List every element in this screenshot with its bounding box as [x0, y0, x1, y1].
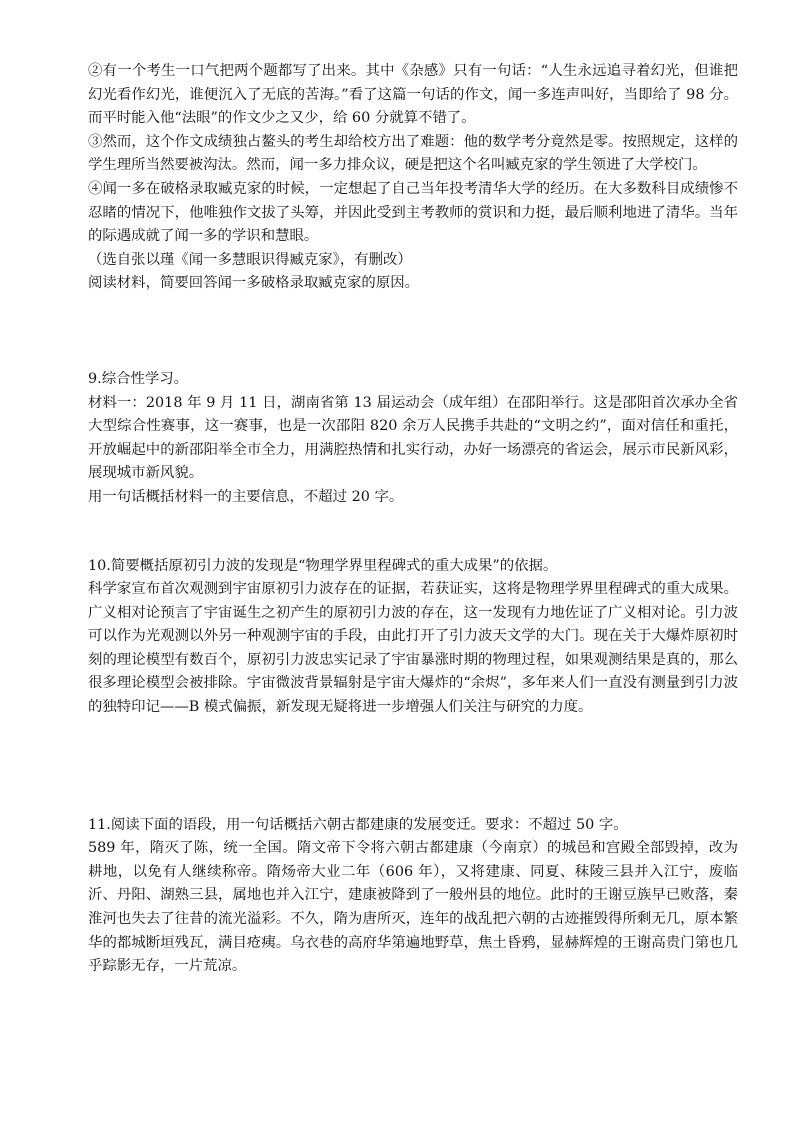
q8-paragraph-4: ④闻一多在破格录取臧克家的时候，一定想起了自己当年投考清华大学的经历。在大多数科目成绩惨不忍睹的情况下，他唯独作文拔了头筹，并因此受到主考教师的赏识和力挺，最后顺利地进了清华。当年的际遇成就了闻一多的学识和慧眼。 [88, 180, 738, 245]
q9-question: 用一句话概括材料一的主要信息，不超过 20 字。 [88, 488, 404, 505]
answer-space [88, 720, 738, 814]
answer-space [88, 510, 738, 555]
q9-material: 材料一：2018 年 9 月 11 日，湖南省第 13 届运动会（成年组）在邵阳举行。这是邵阳首次承办全省大型综合性赛事，这一赛事，也是一次邵阳 820 余万人民携手共赴的“文明之约”，面对信任和重托，开放崛起中的新邵阳举全市全力，用满腔热情和扎实行动，办好一场漂亮的省运会，展示市民新风彩，展现城市新风貌。 [88, 394, 738, 482]
q8-paragraph-3: ③然而，这个作文成绩独占鳌头的考生却给校方出了难题：他的数学考分竟然是零。按照规定，这样的学生理所当然要被沟汰。然而，闻一多力排众议，硬是把这个名叫臧克家的学生领进了大学校门。 [88, 133, 738, 174]
q8-source: （选自张以瑾《闻一多慧眼识得臧克家》，有删改） [88, 251, 412, 268]
document-page [88, 60, 738, 979]
q8-question: 阅读材料，简要回答闻一多破格录取臧克家的原因。 [88, 275, 419, 292]
q9-title: 9.综合性学习。 [88, 370, 189, 387]
q10-title: 10.简要概括原初引力波的发现是“物理学界里程碑式的重大成果”的依据。 [88, 557, 558, 574]
q10-text: 科学家宣布首次观测到宇宙原初引力波存在的证据，若获证实，这将是物理学界里程碑式的重大成果。广义相对论预言了宇宙诞生之初产生的原初引力波的存在，这一发现有力地佐证了广义相对论。引力波可以作为光观测以外另一种观测宇宙的手段，由此打开了引力波天文学的大门。现在关于大爆炸原初时刻的理论模型有数百个，原初引力波忠实记录了宇宙暴涨时期的物理过程，如果观测结果是真的，那么很多理论模型会被排除。宇宙微波背景辐射是宇宙大爆炸的“余烬”，多年来人们一直没有测量到引力波的独特印记——B 模式偏振，新发现无疑将进一步增强人们关注与研究的力度。 [88, 581, 738, 716]
answer-space [88, 296, 738, 368]
q11-title: 11.阅读下面的语段，用一句话概括六朝古都建康的发展变迁。要求：不超过 50 字。 [88, 816, 628, 833]
q8-paragraph-2: ②有一个考生一口气把两个题都写了出来。其中《杂感》只有一句话：“人生永远追寻着幻光，但谁把幻光看作幻光，谁便沉入了无底的苦海。”看了这篇一句话的作文，闻一多连声叫好，当即给了 98 分。而平时能入他“法眼”的作文少之又少，给 60 分就算不错了。 [88, 63, 738, 127]
q11-text: 589 年，隋灭了陈，统一全国。隋文帝下令将六朝古都建康（今南京）的城邑和宫殿全部毁掉，改为耕地，以免有人继续称帝。隋炀帝大业二年（606 年），又将建康、同夏、秣陵三县并入江宁，废临沂、丹阳、湖熟三县，属地也并入江宁，建康被降到了一般州县的地位。此时的王谢豆族早已败落，秦淮河也失去了往昔的流光溢彩。不久，隋为唐所灭，连年的战乱把六朝的古迹摧毁得所剩无几，原本繁华的都城断垣残瓦，满目疮痍。乌衣巷的高府华第遍地野草，焦土昏鸦，显赫辉煌的王谢高贵门第也几乎踪影无存，一片荒凉。 [88, 840, 738, 975]
